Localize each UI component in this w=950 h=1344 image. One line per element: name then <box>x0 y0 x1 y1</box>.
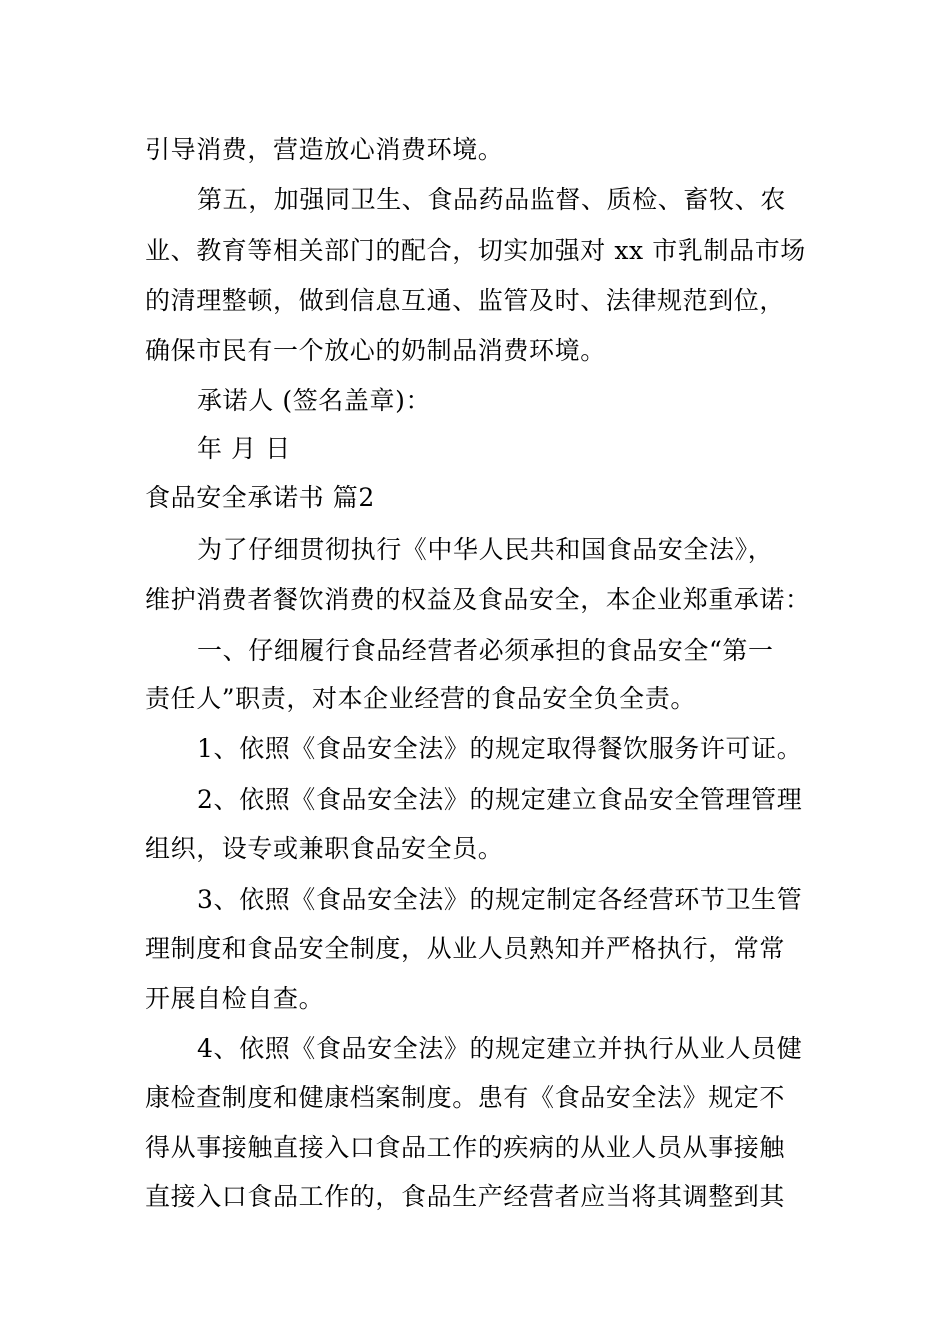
paragraph-line: 维护消费者餐饮消费的权益及食品安全，本企业郑重承诺： <box>145 585 811 614</box>
paragraph-line: 第五，加强同卫生、食品药品监督、质检、畜牧、农 <box>197 185 786 214</box>
date-label: 年 月 日 <box>197 434 291 463</box>
paragraph-line: 为了仔细贯彻执行《中华人民共和国食品安全法》， <box>197 535 774 564</box>
signature-label: 承诺人 (签名盖章)： <box>197 386 432 415</box>
paragraph-line: 理制度和食品安全制度，从业人员熟知并严格执行，常常 <box>145 934 786 963</box>
paragraph-line: 一、仔细履行食品经营者必须承担的食品安全“第一 <box>197 636 774 665</box>
paragraph-line: 责任人”职责，对本企业经营的食品安全负全责。 <box>145 684 696 713</box>
paragraph-line: 康检查制度和健康档案制度。患有《食品安全法》规定不 <box>145 1083 786 1112</box>
paragraph-line: 确保市民有一个放心的奶制品消费环境。 <box>145 336 606 365</box>
paragraph-line: 开展自检自查。 <box>145 984 325 1013</box>
paragraph-line: 1、依照《食品安全法》的规定取得餐饮服务许可证。 <box>197 734 803 763</box>
paragraph-line: 的清理整顿，做到信息互通、监管及时、法律规范到位， <box>145 286 786 315</box>
paragraph-line: 得从事接触直接入口食品工作的疾病的从业人员从事接触 <box>145 1133 786 1162</box>
paragraph-line: 组织，设专或兼职食品安全员。 <box>145 834 504 863</box>
paragraph-line: 3、依照《食品安全法》的规定制定各经营环节卫生管 <box>197 885 803 914</box>
paragraph-line: 引导消费，营造放心消费环境。 <box>145 135 504 164</box>
paragraph-line: 业、教育等相关部门的配合，切实加强对 xx 市乳制品市场 <box>145 236 806 265</box>
paragraph-line: 4、依照《食品安全法》的规定建立并执行从业人员健 <box>197 1034 803 1063</box>
paragraph-line: 直接入口食品工作的，食品生产经营者应当将其调整到其 <box>145 1182 786 1211</box>
paragraph-line: 2、依照《食品安全法》的规定建立食品安全管理管理 <box>197 785 803 814</box>
section-heading: 食品安全承诺书 篇2 <box>145 483 375 512</box>
